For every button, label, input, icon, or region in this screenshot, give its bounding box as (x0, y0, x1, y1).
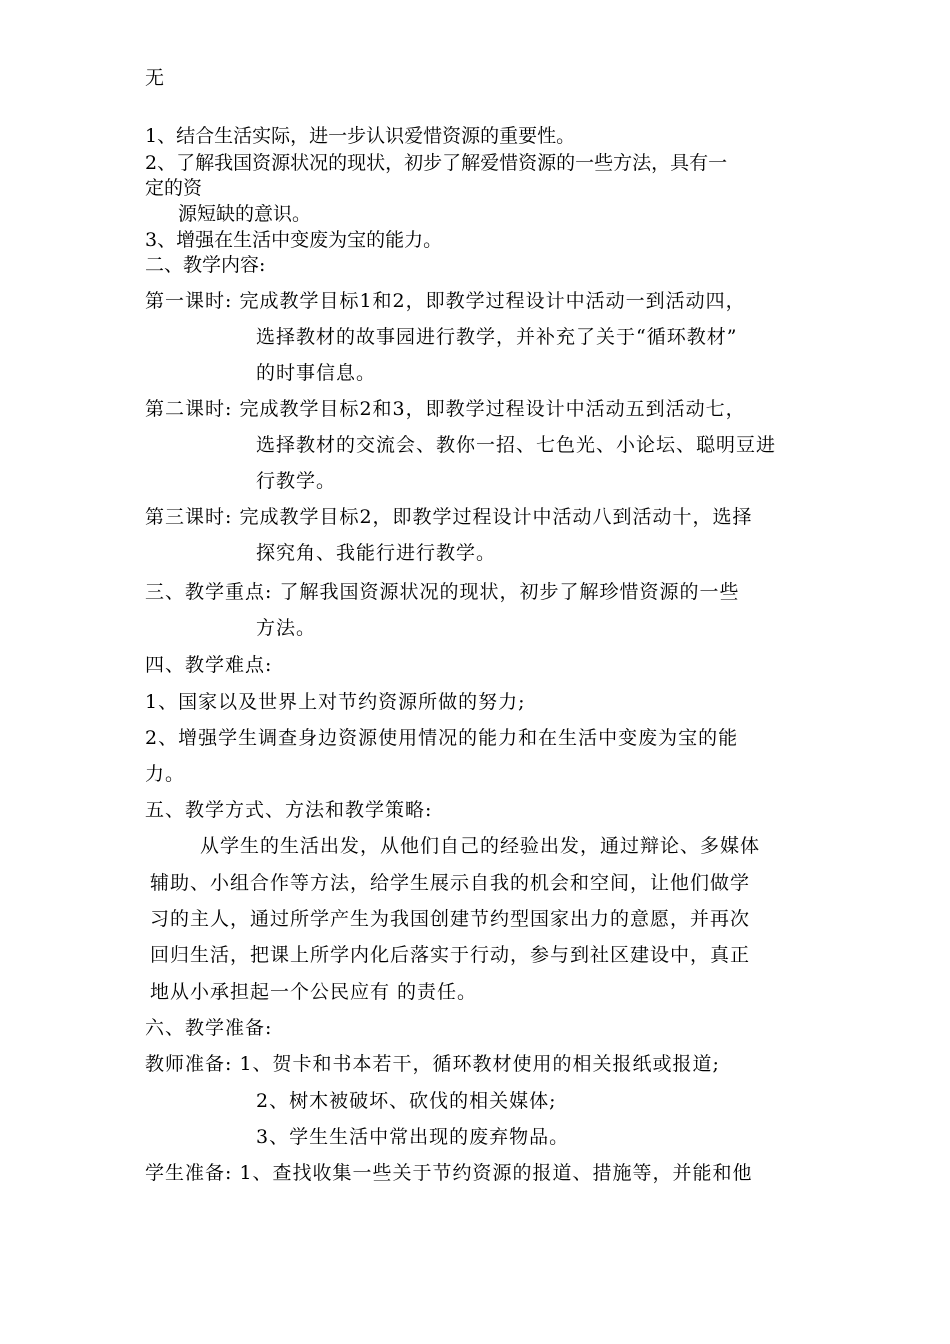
text-line: 探究角、我能行进行教学。 (256, 542, 497, 564)
text-line: 辅助、小组合作等方法，给学生展示自我的机会和空间，让他们做学 (150, 872, 751, 894)
section-heading: 四、教学难点: (145, 654, 273, 676)
text-line: 第二课时: 完成教学目标2和3，即教学过程设计中活动五到活动七， (145, 398, 746, 420)
page-header: 无 (145, 67, 165, 89)
text-line: 教师准备: 1、贺卡和书本若干，循环教材使用的相关报纸或报道; (145, 1053, 720, 1075)
text-line: 2、增强学生调查身边资源使用情况的能力和在生活中变废为宝的能 (145, 727, 739, 749)
text-line: 2、树木被破坏、砍伐的相关媒体; (256, 1090, 557, 1112)
text-line: 1、结合生活实际，进一步认识爱惜资源的重要性。 (145, 125, 576, 147)
text-line: 第三课时: 完成教学目标2，即教学过程设计中活动八到活动十，选择 (145, 506, 753, 528)
text-line: 回归生活，把课上所学内化后落实于行动，参与到社区建设中，真正 (150, 944, 751, 966)
section-heading: 二、教学内容: (145, 254, 266, 276)
section-heading: 六、教学准备: (145, 1017, 273, 1039)
text-line: 第一课时: 完成教学目标1和2，即教学过程设计中活动一到活动四， (145, 290, 746, 312)
section-heading: 五、教学方式、方法和教学策略: (145, 799, 433, 821)
text-line: 3、增强在生活中变废为宝的能力。 (145, 229, 443, 251)
text-line: 力。 (145, 763, 186, 785)
text-line: 3、学生生活中常出现的废弃物品。 (256, 1126, 570, 1148)
text-line: 方法。 (256, 617, 317, 639)
text-line: 源短缺的意识。 (178, 203, 312, 225)
text-line: 行教学。 (256, 470, 337, 492)
text-line: 学生准备: 1、查找收集一些关于节约资源的报道、措施等，并能和他 (145, 1162, 753, 1184)
text-line: 选择教材的故事园进行教学，并补充了关于“循环教材” (256, 326, 738, 348)
text-line: 定的资 (145, 177, 203, 199)
text-line: 2、了解我国资源状况的现状，初步了解爱惜资源的一些方法，具有一 (145, 152, 728, 174)
text-line: 地从小承担起一个公民应有 的责任。 (150, 981, 478, 1003)
text-line: 1、国家以及世界上对节约资源所做的努力; (145, 691, 526, 713)
text-line: 习的主人，通过所学产生为我国创建节约型国家出力的意愿，并再次 (150, 908, 751, 930)
section-heading: 三、教学重点: 了解我国资源状况的现状，初步了解珍惜资源的一些 (145, 581, 740, 603)
text-line: 的时事信息。 (256, 362, 377, 384)
text-line: 选择教材的交流会、教你一招、七色光、小论坛、聪明豆进 (256, 434, 777, 456)
text-line: 从学生的生活出发，从他们自己的经验出发，通过辩论、多媒体 (200, 835, 761, 857)
